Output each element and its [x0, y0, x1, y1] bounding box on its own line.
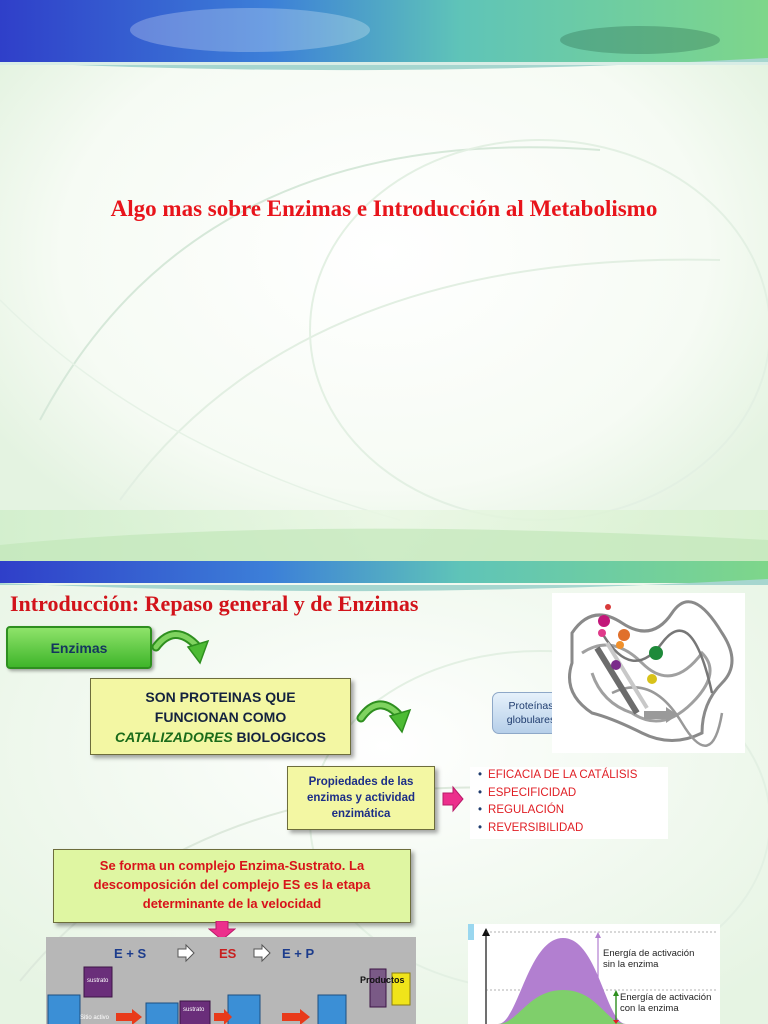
reaction-diagram	[46, 937, 416, 1024]
properties-box	[287, 766, 435, 830]
slide-title-text: Algo mas sobre Enzimas e Introducción al Metabolismo	[110, 196, 658, 221]
sustrato-label: sustrato	[87, 978, 109, 984]
activation-energy-graph	[468, 924, 720, 1024]
protein-structure-image	[552, 593, 745, 753]
definition-line	[91, 727, 350, 747]
label-line: Energía de activación	[603, 948, 695, 959]
slide-title-text: Introducción: Repaso general y de Enzimas	[10, 591, 419, 616]
complex-explanation-box	[53, 849, 411, 923]
complex-line: Se forma un complejo Enzima-Sustrato. La	[99, 858, 365, 873]
complex-line: determinante de la velocidad	[142, 896, 322, 911]
es-label: ES	[219, 946, 237, 961]
complex-line: descomposición del complejo ES es la etapa	[93, 877, 371, 892]
catalizadores-text: CATALIZADORES	[114, 729, 233, 745]
properties-line: Propiedades de las	[308, 776, 414, 788]
properties-line: enzimas y actividad	[306, 792, 416, 804]
enzimas-button[interactable]: Enzimas	[6, 626, 152, 669]
label-line: Energía de activación	[620, 992, 712, 1003]
biologicos-text: BIOLOGICOS	[232, 729, 327, 745]
property-item: • ESPECIFICIDAD	[478, 785, 668, 803]
globular-line: globulares	[506, 714, 556, 726]
curved-arrow-icon	[150, 627, 212, 667]
label-sin-enzima	[603, 948, 694, 970]
label-line: sin la enzima	[603, 959, 659, 970]
e-plus-p-text: E + P	[282, 946, 315, 961]
slide-enzimas	[0, 561, 768, 1024]
property-item: • REGULACIÓN	[478, 802, 668, 820]
property-item: • EFICACIA DE LA CATÁLISIS	[478, 767, 668, 785]
enzyme-definition-box	[90, 678, 351, 755]
pink-arrow-icon	[441, 785, 465, 813]
curved-arrow-icon	[356, 696, 412, 736]
properties-line: enzimática	[331, 808, 391, 820]
property-item: • REVERSIBILIDAD	[478, 820, 668, 838]
label-con-enzima	[620, 992, 711, 1014]
sitio-activo-label: Sitio activo	[80, 1015, 110, 1021]
label-line: con la enzima	[620, 1003, 679, 1014]
productos-label: Productos	[360, 975, 405, 985]
globular-line: Proteínas	[508, 700, 554, 712]
e-plus-p-label	[282, 946, 314, 961]
definition-line: FUNCIONAN COMO	[154, 709, 287, 725]
properties-list	[470, 767, 668, 839]
sustrato-label: sustrato	[183, 1007, 205, 1013]
definition-line: SON PROTEINAS QUE	[145, 689, 296, 705]
e-plus-s-label: E + S	[114, 946, 147, 961]
